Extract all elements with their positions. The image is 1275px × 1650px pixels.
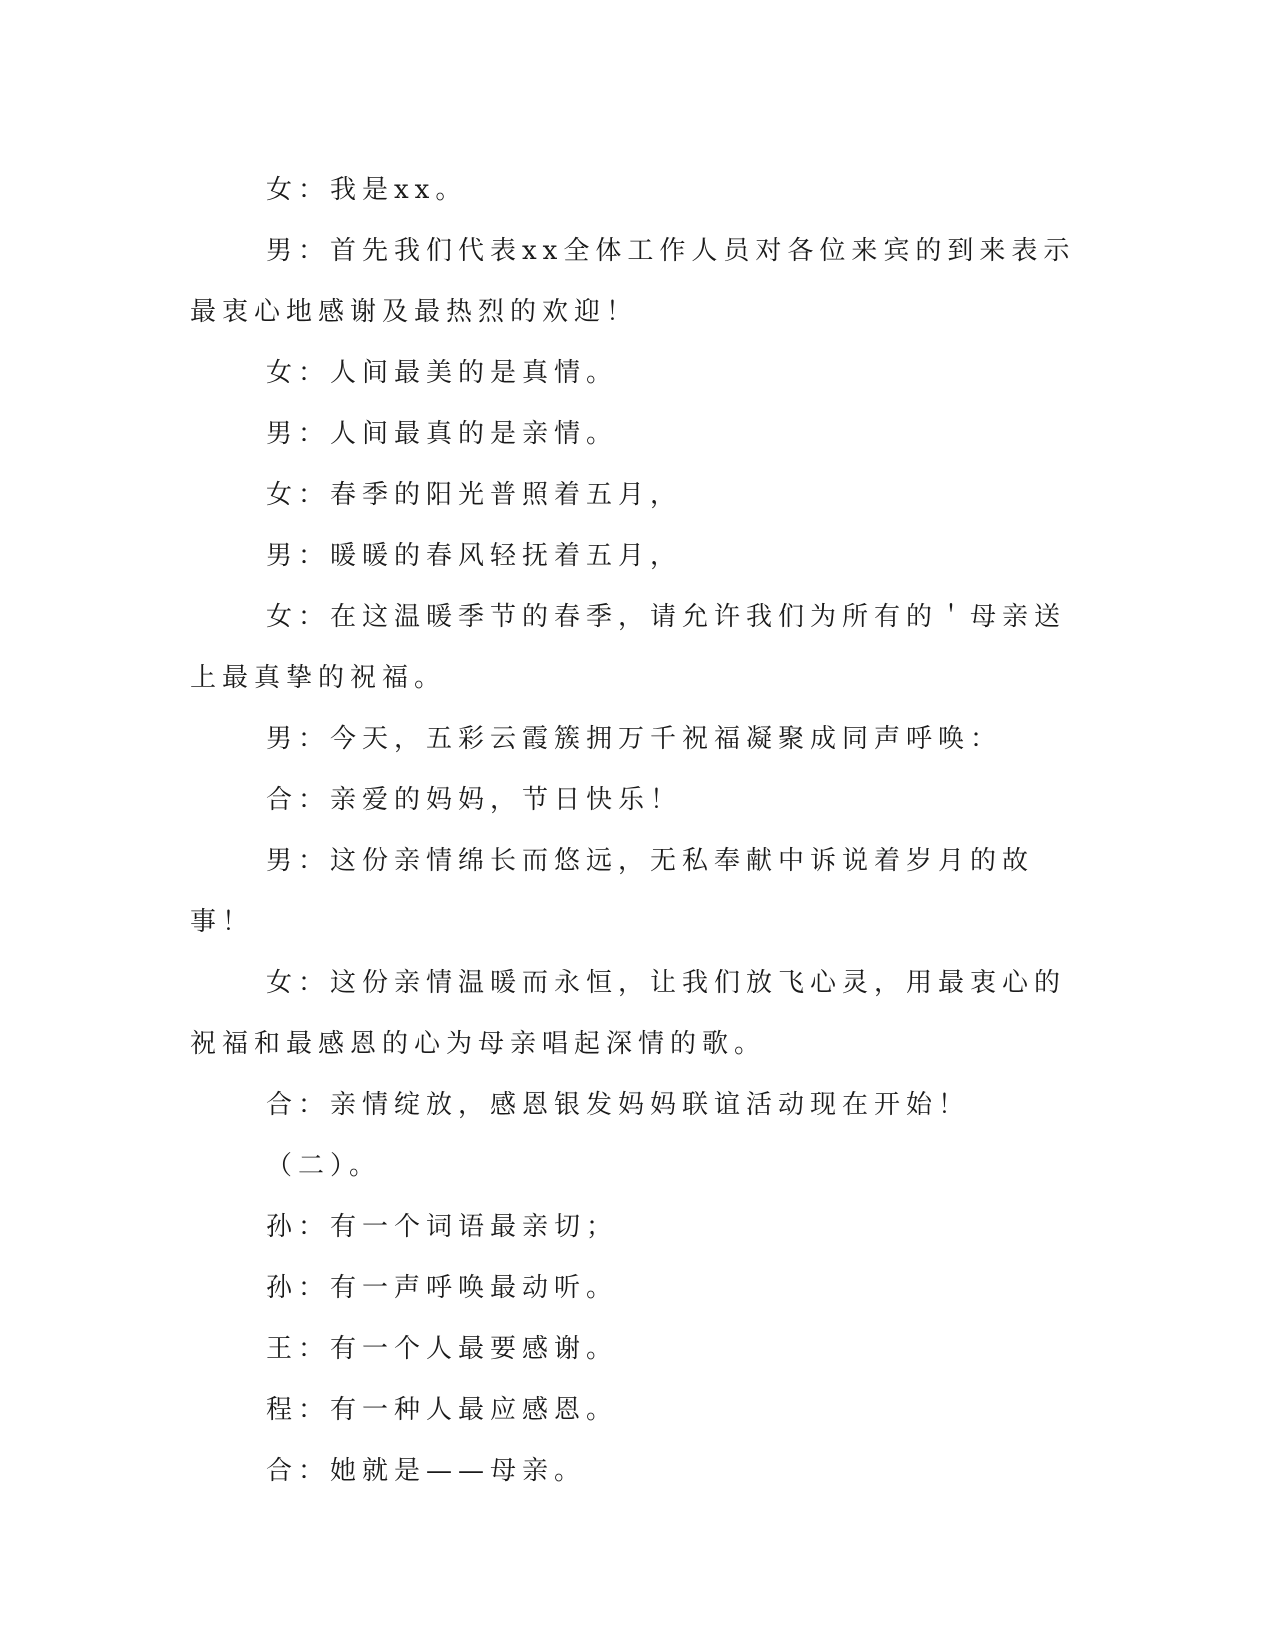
paragraph: 女：在这温暖季节的春季，请允许我们为所有的＇母亲送上最真挚的祝福。: [190, 602, 1067, 693]
paragraph: 王：有一个人最要感谢。: [266, 1334, 619, 1364]
paragraph: 女：人间最美的是真情。: [266, 358, 619, 388]
paragraph: 合：亲情绽放，感恩银发妈妈联谊活动现在开始！: [266, 1090, 971, 1120]
paragraph: 女：这份亲情温暖而永恒，让我们放飞心灵，用最衷心的祝福和最感恩的心为母亲唱起深情的歌。: [190, 968, 1067, 1059]
paragraph: 男：这份亲情绵长而悠远，无私奉献中诉说着岁月的故事！: [190, 846, 1035, 937]
paragraph: 孙：有一声呼唤最动听。: [266, 1273, 619, 1303]
paragraph: 男：首先我们代表xx全体工作人员对各位来宾的到来表示最衷心地感谢及最热烈的欢迎！: [190, 236, 1076, 327]
paragraph: 男：暖暖的春风轻抚着五月，: [266, 541, 683, 571]
paragraph: 女：春季的阳光普照着五月，: [266, 480, 683, 510]
paragraph: 程：有一种人最应感恩。: [266, 1395, 619, 1425]
paragraph: 合：亲爱的妈妈，节日快乐！: [266, 785, 683, 815]
paragraph: 女：我是xx。: [266, 175, 468, 205]
paragraph: 合：她就是——母亲。: [266, 1456, 587, 1486]
paragraph: 男：今天，五彩云霞簇拥万千祝福凝聚成同声呼唤：: [266, 724, 1003, 754]
paragraph: 孙：有一个词语最亲切；: [266, 1212, 619, 1242]
paragraph: （二）。: [266, 1151, 382, 1181]
paragraph: 男：人间最真的是亲情。: [266, 419, 619, 449]
document-body: [190, 160, 1080, 1502]
